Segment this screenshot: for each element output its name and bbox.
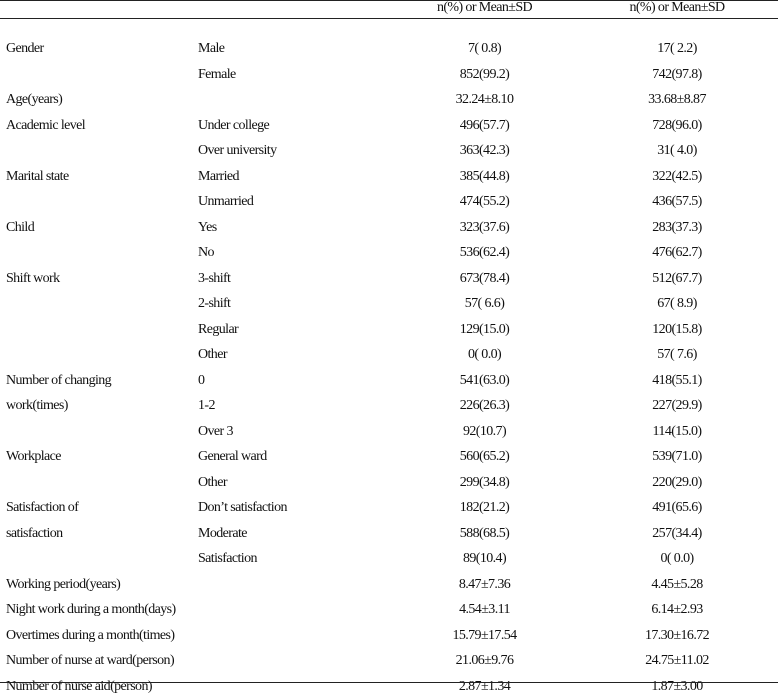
row-group1-value-cell: 588(68.5) bbox=[459, 525, 510, 541]
header-blank-1 bbox=[0, 0, 188, 19]
row-category-cell: Yes bbox=[198, 219, 217, 235]
table-row bbox=[0, 37, 778, 63]
row-variable-cell: Number of nurse aid(person) bbox=[6, 678, 152, 694]
row-group2-value-cell: 322(42.5) bbox=[652, 168, 702, 184]
row-category-cell: Under college bbox=[198, 117, 270, 133]
row-group2-value-cell: 0( 0.0) bbox=[660, 551, 694, 567]
row-variable-cell: Shift work bbox=[6, 270, 60, 286]
row-group2-value-cell: 220(29.0) bbox=[652, 474, 702, 490]
row-group2-value-cell: 120(15.8) bbox=[652, 321, 702, 337]
row-variable-cell bbox=[0, 62, 188, 88]
row-group1-value-cell: 57( 6.6) bbox=[464, 296, 505, 312]
row-group1-value-cell: 852(99.2) bbox=[459, 66, 510, 82]
row-group1-value-cell: 21.06±9.76 bbox=[455, 653, 514, 669]
row-group2-value-cell: 33.68±8.87 bbox=[648, 92, 706, 108]
row-category-cell: Female bbox=[198, 66, 236, 82]
row-category-cell bbox=[188, 674, 393, 700]
row-variable-cell bbox=[0, 343, 188, 369]
row-category-cell: Moderate bbox=[198, 525, 247, 541]
header-rule bbox=[0, 19, 778, 37]
row-group1-value-cell: 0( 0.0) bbox=[467, 347, 502, 363]
row-category-cell: Satisfaction bbox=[198, 551, 257, 567]
row-variable-cell: Number of nurse at ward(person) bbox=[6, 653, 175, 669]
row-variable-cell: Gender bbox=[6, 41, 44, 57]
row-category-cell: 3-shift bbox=[198, 270, 231, 286]
row-variable-cell: Working period(years) bbox=[6, 576, 121, 592]
row-group2-value-cell: 436(57.5) bbox=[652, 194, 702, 210]
row-group1-value-cell: 182(21.2) bbox=[459, 500, 510, 516]
table-row bbox=[0, 521, 778, 547]
row-group2-value-cell: 512(67.7) bbox=[652, 270, 702, 286]
table-header bbox=[0, 0, 778, 37]
header-blank-2 bbox=[188, 0, 393, 19]
row-group1-value-cell: 299(34.8) bbox=[459, 474, 510, 490]
row-variable-cell bbox=[0, 190, 188, 216]
row-variable-cell: Satisfaction of bbox=[6, 500, 79, 516]
row-group1-value-cell: 226(26.3) bbox=[459, 398, 510, 414]
row-variable-cell: Age(years) bbox=[6, 92, 63, 108]
table-row bbox=[0, 572, 778, 598]
row-variable-cell bbox=[0, 470, 188, 496]
row-category-cell bbox=[188, 88, 393, 114]
row-variable-cell: satisfaction bbox=[6, 525, 63, 541]
table-row bbox=[0, 292, 778, 318]
row-variable-cell bbox=[0, 419, 188, 445]
row-group2-value-cell: 6.14±2.93 bbox=[651, 602, 703, 618]
table-row bbox=[0, 649, 778, 675]
table-row bbox=[0, 113, 778, 139]
row-variable-cell: Number of changing bbox=[6, 372, 112, 388]
table-row bbox=[0, 674, 778, 700]
row-category-cell: 2-shift bbox=[198, 296, 231, 312]
table-row bbox=[0, 368, 778, 394]
table-row bbox=[0, 547, 778, 573]
row-group1-value-cell: 496(57.7) bbox=[459, 117, 510, 133]
row-group1-value-cell: 2.87±1.34 bbox=[458, 678, 511, 694]
row-category-cell: 0 bbox=[198, 372, 205, 388]
row-variable-cell: Academic level bbox=[6, 117, 86, 133]
row-group1-value-cell: 129(15.0) bbox=[459, 321, 510, 337]
row-group2-value-cell: 227(29.9) bbox=[652, 398, 702, 414]
row-category-cell: General ward bbox=[198, 449, 267, 465]
row-group2-value-cell: 114(15.0) bbox=[652, 423, 702, 439]
row-group2-value-cell: 418(55.1) bbox=[652, 372, 702, 388]
row-variable-cell: Workplace bbox=[6, 449, 61, 465]
row-category-cell: Unmarried bbox=[198, 194, 254, 210]
row-group1-value-cell: 92(10.7) bbox=[462, 423, 507, 439]
row-category-cell bbox=[188, 623, 393, 649]
header-col3: n(%) or Mean±SD bbox=[436, 0, 533, 15]
row-variable-cell bbox=[0, 139, 188, 165]
row-group1-value-cell: 89(10.4) bbox=[462, 551, 507, 567]
table-row bbox=[0, 88, 778, 114]
row-variable-cell bbox=[0, 241, 188, 267]
row-group1-value-cell: 474(55.2) bbox=[459, 194, 510, 210]
table-row bbox=[0, 190, 778, 216]
row-group1-value-cell: 323(37.6) bbox=[459, 219, 510, 235]
table-row bbox=[0, 215, 778, 241]
table-row bbox=[0, 470, 778, 496]
row-variable-cell: Overtimes during a month(times) bbox=[6, 627, 175, 643]
row-category-cell: No bbox=[198, 245, 214, 261]
row-variable-cell bbox=[0, 317, 188, 343]
row-category-cell: Over university bbox=[198, 143, 277, 159]
row-category-cell bbox=[188, 598, 393, 624]
table-row bbox=[0, 164, 778, 190]
row-category-cell bbox=[188, 649, 393, 675]
table-row bbox=[0, 139, 778, 165]
row-group2-value-cell: 4.45±5.28 bbox=[651, 576, 703, 592]
row-group2-value-cell: 491(65.6) bbox=[652, 500, 702, 516]
row-category-cell bbox=[188, 572, 393, 598]
row-group2-value-cell: 67( 8.9) bbox=[657, 296, 697, 312]
row-variable-cell: work(times) bbox=[6, 398, 68, 414]
row-category-cell: 1-2 bbox=[198, 398, 215, 414]
table-row bbox=[0, 419, 778, 445]
row-group1-value-cell: 560(65.2) bbox=[459, 449, 510, 465]
table-row bbox=[0, 266, 778, 292]
row-group1-value-cell: 4.54±3.11 bbox=[459, 602, 510, 618]
row-group1-value-cell: 32.24±8.10 bbox=[455, 92, 514, 108]
row-variable-cell: Child bbox=[6, 219, 35, 235]
header-col4: n(%) or Mean±SD bbox=[629, 0, 725, 15]
row-variable-cell: Night work during a month(days) bbox=[6, 602, 176, 618]
table-row bbox=[0, 445, 778, 471]
row-group1-value-cell: 673(78.4) bbox=[459, 270, 510, 286]
row-group2-value-cell: 728(96.0) bbox=[652, 117, 702, 133]
row-category-cell: Male bbox=[198, 41, 225, 57]
table-row bbox=[0, 623, 778, 649]
table-row bbox=[0, 598, 778, 624]
row-category-cell: Don’t satisfaction bbox=[198, 500, 287, 516]
table-bottom-rule bbox=[0, 682, 778, 683]
row-group1-value-cell: 541(63.0) bbox=[459, 372, 510, 388]
row-group2-value-cell: 476(62.7) bbox=[652, 245, 702, 261]
row-group2-value-cell: 31( 4.0) bbox=[657, 143, 697, 159]
row-category-cell: Over 3 bbox=[198, 423, 233, 439]
row-variable-cell: Marital state bbox=[6, 168, 69, 184]
row-category-cell: Other bbox=[198, 347, 227, 363]
table-body bbox=[0, 37, 778, 700]
row-variable-cell bbox=[0, 547, 188, 573]
row-group1-value-cell: 15.79±17.54 bbox=[452, 627, 517, 643]
row-variable-cell bbox=[0, 292, 188, 318]
row-group1-value-cell: 7( 0.8) bbox=[467, 41, 502, 57]
table-row bbox=[0, 62, 778, 88]
table-row bbox=[0, 343, 778, 369]
row-category-cell: Married bbox=[198, 168, 239, 184]
row-group2-value-cell: 257(34.4) bbox=[652, 525, 702, 541]
row-group1-value-cell: 363(42.3) bbox=[459, 143, 510, 159]
row-group2-value-cell: 283(37.3) bbox=[652, 219, 702, 235]
row-group1-value-cell: 385(44.8) bbox=[459, 168, 510, 184]
row-group2-value-cell: 17.30±16.72 bbox=[644, 627, 710, 643]
row-category-cell: Other bbox=[198, 474, 227, 490]
row-group2-value-cell: 539(71.0) bbox=[652, 449, 702, 465]
table-row bbox=[0, 241, 778, 267]
row-group2-value-cell: 57( 7.6) bbox=[657, 347, 697, 363]
row-group1-value-cell: 8.47±7.36 bbox=[458, 576, 511, 592]
row-category-cell: Regular bbox=[198, 321, 239, 337]
row-group2-value-cell: 24.75±11.02 bbox=[645, 653, 709, 669]
row-group2-value-cell: 742(97.8) bbox=[652, 66, 702, 82]
table-row bbox=[0, 317, 778, 343]
table-row bbox=[0, 394, 778, 420]
table-row bbox=[0, 496, 778, 522]
row-group2-value-cell: 1.87±3.00 bbox=[651, 678, 703, 694]
row-group2-value-cell: 17( 2.2) bbox=[657, 41, 697, 57]
row-group1-value-cell: 536(62.4) bbox=[459, 245, 510, 261]
